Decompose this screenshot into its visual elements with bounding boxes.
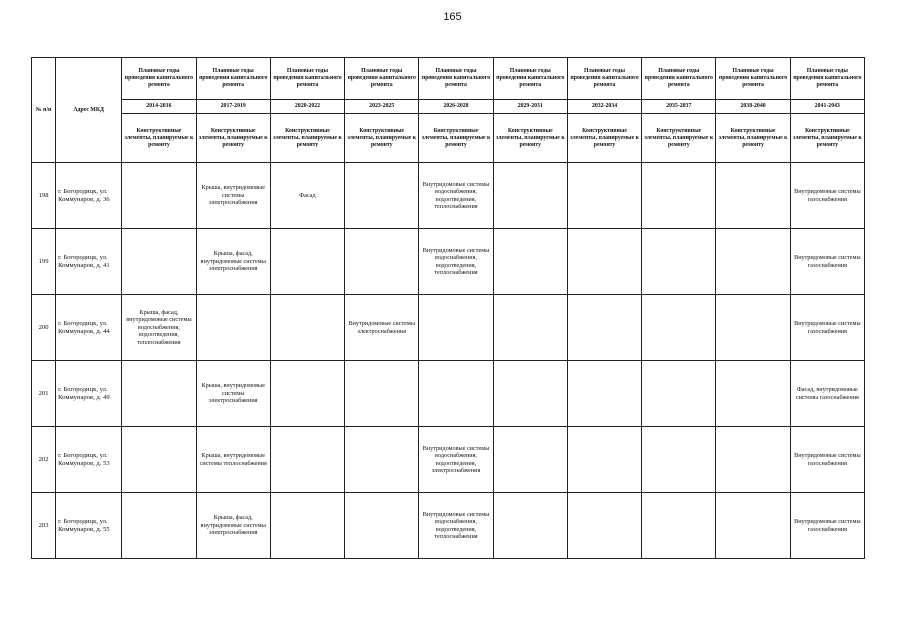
row-cell: Фасад <box>270 163 344 229</box>
row-cell: Внутридомовые системы водоснабжения, водоотведения, теплоснабжения <box>419 493 493 559</box>
header-subheader: Конструктивные элементы, планируемые к ремонту <box>419 114 493 163</box>
header-number: № п/п <box>32 58 56 163</box>
row-cell: Внутридомовые системы водоснабжения, водоотведения, теплоснабжения <box>419 229 493 295</box>
row-cell <box>567 295 641 361</box>
row-cell <box>493 295 567 361</box>
header-subheader: Конструктивные элементы, планируемые к ремонту <box>642 114 716 163</box>
header-period-years: 2035-2037 <box>642 100 716 114</box>
row-address: г. Богородицк, ул. Коммунаров, д. 53 <box>56 427 122 493</box>
row-cell: Внутридомовые системы газоснабжения <box>790 163 864 229</box>
row-cell <box>642 163 716 229</box>
header-subheader: Конструктивные элементы, планируемые к ремонту <box>790 114 864 163</box>
header-address: Адрес МКД <box>56 58 122 163</box>
row-cell <box>716 229 790 295</box>
row-cell <box>642 493 716 559</box>
row-cell <box>345 493 419 559</box>
row-cell <box>716 295 790 361</box>
row-cell: Внутридомовые системы водоснабжения, водоотведения, электроснабжения <box>419 427 493 493</box>
header-subheader: Конструктивные элементы, планируемые к ремонту <box>270 114 344 163</box>
row-cell: Крыша, внутридомовые системы электроснабжения <box>196 163 270 229</box>
row-cell <box>493 361 567 427</box>
header-row-subheaders <box>32 114 865 163</box>
header-period-title: Плановые годы проведения капитального ремонта <box>642 58 716 100</box>
header-period-title: Плановые годы проведения капитального ремонта <box>122 58 196 100</box>
row-number: 199 <box>32 229 56 295</box>
row-number: 198 <box>32 163 56 229</box>
header-subheader: Конструктивные элементы, планируемые к ремонту <box>122 114 196 163</box>
capital-repair-table <box>31 57 865 559</box>
row-cell <box>642 427 716 493</box>
header-period-years: 2026-2028 <box>419 100 493 114</box>
row-cell <box>345 427 419 493</box>
row-cell <box>493 229 567 295</box>
row-cell <box>122 427 196 493</box>
row-cell <box>196 295 270 361</box>
header-period-years: 2020-2022 <box>270 100 344 114</box>
row-cell <box>567 427 641 493</box>
header-period-title: Плановые годы проведения капитального ремонта <box>270 58 344 100</box>
row-cell: Внутридомовые системы газоснабжения <box>790 427 864 493</box>
row-address: г. Богородицк, ул. Коммунаров, д. 44 <box>56 295 122 361</box>
header-subheader: Конструктивные элементы, планируемые к ремонту <box>345 114 419 163</box>
header-period-title: Плановые годы проведения капитального ремонта <box>196 58 270 100</box>
table-row <box>32 163 865 229</box>
row-address: г. Богородицк, ул. Коммунаров, д. 36 <box>56 163 122 229</box>
row-cell <box>270 493 344 559</box>
header-subheader: Конструктивные элементы, планируемые к ремонту <box>493 114 567 163</box>
row-cell <box>567 163 641 229</box>
row-cell <box>270 361 344 427</box>
header-row-periods <box>32 100 865 114</box>
header-subheader: Конструктивные элементы, планируемые к ремонту <box>196 114 270 163</box>
row-cell <box>567 361 641 427</box>
row-cell <box>345 163 419 229</box>
row-cell <box>270 229 344 295</box>
row-cell <box>493 493 567 559</box>
row-cell <box>493 427 567 493</box>
row-cell <box>419 361 493 427</box>
row-cell <box>122 493 196 559</box>
row-cell: Внутридомовые системы электроснабжения <box>345 295 419 361</box>
row-cell <box>716 361 790 427</box>
row-cell: Внутридомовые системы водоснабжения, водоотведения, теплоснабжения <box>419 163 493 229</box>
row-address: г. Богородицк, ул. Коммунаров, д. 55 <box>56 493 122 559</box>
row-cell: Крыша, фасад, внутридомовые системы электроснабжения <box>196 229 270 295</box>
row-cell <box>642 361 716 427</box>
header-period-years: 2038-2040 <box>716 100 790 114</box>
header-period-title: Плановые годы проведения капитального ремонта <box>345 58 419 100</box>
table-row <box>32 493 865 559</box>
header-subheader: Конструктивные элементы, планируемые к ремонту <box>716 114 790 163</box>
row-cell <box>419 295 493 361</box>
row-cell <box>122 163 196 229</box>
row-cell: Внутридомовые системы газоснабжения <box>790 229 864 295</box>
row-cell <box>345 361 419 427</box>
header-subheader: Конструктивные элементы, планируемые к ремонту <box>567 114 641 163</box>
row-cell: Внутридомовые системы газоснабжения <box>790 493 864 559</box>
row-number: 203 <box>32 493 56 559</box>
row-address: г. Богородицк, ул. Коммунаров, д. 41 <box>56 229 122 295</box>
header-period-years: 2029-2031 <box>493 100 567 114</box>
header-period-years: 2023-2025 <box>345 100 419 114</box>
row-cell <box>270 295 344 361</box>
row-cell <box>493 163 567 229</box>
header-period-years: 2017-2019 <box>196 100 270 114</box>
header-period-title: Плановые годы проведения капитального ремонта <box>790 58 864 100</box>
row-cell <box>122 361 196 427</box>
row-cell <box>345 229 419 295</box>
row-cell <box>270 427 344 493</box>
header-period-years: 2032-2034 <box>567 100 641 114</box>
row-cell <box>716 427 790 493</box>
row-cell: Крыша, внутридомовые системы электроснабжения <box>196 361 270 427</box>
row-cell <box>716 493 790 559</box>
row-cell: Крыша, фасад, внутридомовые системы электроснабжения <box>196 493 270 559</box>
row-cell: Крыша, внутридомовые системы теплоснабжения <box>196 427 270 493</box>
row-cell <box>567 229 641 295</box>
table-row <box>32 427 865 493</box>
row-cell <box>716 163 790 229</box>
row-cell <box>642 229 716 295</box>
row-cell: Фасад, внутридомовые системы газоснабжения <box>790 361 864 427</box>
table-row <box>32 229 865 295</box>
row-number: 200 <box>32 295 56 361</box>
row-address: г. Богородицк, ул. Коммунаров, д. 49 <box>56 361 122 427</box>
header-period-years: 2014-2016 <box>122 100 196 114</box>
header-period-title: Плановые годы проведения капитального ремонта <box>493 58 567 100</box>
header-period-title: Плановые годы проведения капитального ремонта <box>419 58 493 100</box>
row-number: 201 <box>32 361 56 427</box>
table-row <box>32 295 865 361</box>
page-number: 165 <box>443 11 462 23</box>
header-period-years: 2041-2043 <box>790 100 864 114</box>
table-row <box>32 361 865 427</box>
row-cell <box>567 493 641 559</box>
header-period-title: Плановые годы проведения капитального ремонта <box>567 58 641 100</box>
row-cell: Крыша, фасад, внутридомовые системы водоснабжения, водоотведения, теплоснабжения <box>122 295 196 361</box>
header-row-titles <box>32 58 865 100</box>
header-period-title: Плановые годы проведения капитального ремонта <box>716 58 790 100</box>
row-cell <box>122 229 196 295</box>
row-number: 202 <box>32 427 56 493</box>
row-cell: Внутридомовые системы газоснабжения <box>790 295 864 361</box>
row-cell <box>642 295 716 361</box>
